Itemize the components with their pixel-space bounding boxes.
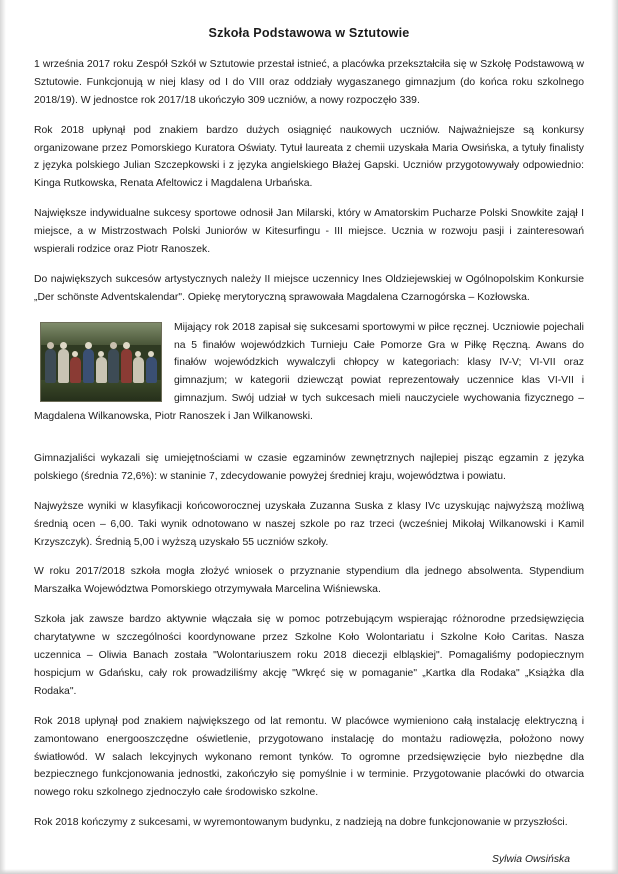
paragraph: W roku 2017/2018 szkoła mogła złożyć wniosek o przyznanie stypendium dla jednego absolwenta. Stypendium Marszałka Województwa Pomorskiego otrzymywała Marcelina Wiśniewska. (34, 566, 584, 596)
photo-student (146, 357, 157, 383)
paragraph: Rok 2018 kończymy z sukcesami, w wyremontowanym budynku, z nadzieją na dobre funkcjonowanie w przyszłości. (34, 817, 568, 829)
photo-student (133, 357, 144, 383)
photo-student (96, 357, 107, 383)
photo-student (121, 349, 132, 383)
paragraph: Do największych sukcesów artystycznych należy II miejsce uczennicy Ines Oldziejewskiej w Ogólnopolskim Konkursie „Der schönste Adventskalendar". Opiekę merytoryczną sprawowała Magdalena Czarnogórska – Kozłowska. (34, 273, 584, 303)
paragraph: Gimnazjaliści wykazali się umiejętnościami w czasie egzaminów zewnętrznych najlepiej pisząc egzamin z języka polskiego (średnia 72,6%): w staninie 7, zdecydowanie powyżej średniej kraju, województwa i powiatu. (34, 453, 584, 482)
photo-sky (41, 323, 161, 345)
photo-paragraph-block (34, 319, 584, 438)
photo-student (108, 349, 119, 383)
paragraph: Rok 2018 upłynął pod znakiem bardzo dużych osiągnięć naukowych uczniów. Najważniejsze są konkursy organizowane przez Pomorskiego Kuratora Oświaty. Tytuł laureata z chemii uzyskała Maria Owsińska, a tytuły finalisty z języka polskiego Julian Szczepkowski i z języka angielskiego Błażej Gapski. Uczniów przygotowywały odpowiednio: Kinga Rutkowska, Renata Afeltowicz i Magdalena Urbańska. (34, 124, 584, 190)
paragraph: Najwyższe wyniki w klasyfikacji końcoworocznej uzyskała Zuzanna Suska z klasy IVc uzyskując najwyższą możliwą średnią ocen – 6,00. Taki wynik odnotowano w naszej szkole po raz trzeci (wcześniej Mikołaj Wilkanowski i Kamil Krzyszczyk). Średnią 5,00 i wyższą uzyskało 55 uczniów szkoły. (34, 500, 584, 548)
paragraph: Największe indywidualne sukcesy sportowe odnosił Jan Milarski, który w Amatorskim Pucharze Polski Snowkite zajął I miejsce, a w Mistrzostwach Polski Juniorów w Kitesurfingu - III miejsce. Ucznia w rozwoju pasji i zainteresowań wspierali rodzice oraz Piotr Ranoszek. (34, 208, 584, 256)
signature: Sylwia Owsińska (492, 854, 570, 866)
page-title: Szkoła Podstawowa w Sztutowie (208, 26, 410, 40)
photo-ground (41, 380, 161, 400)
paragraph: Rok 2018 upłynął pod znakiem największego od lat remontu. W placówce wymieniono całą instalację elektryczną i zamontowano energooszczędne oświetlenie, przygotowano instalację do montażu radiowęzła, położono nowy światłowód. W salach lekcyjnych wykonano remont tynków. To ogromne przedsięwzięcie było niezbędne dla bezpiecznego funkcjonowania jednostki, zakończyło się pomyślnie i w terminie. Przygotowanie placówki do otwarcia nowego roku szkolnego zjednoczyło całe środowisko szkolne. (34, 715, 584, 799)
handball-team-photo (40, 322, 162, 402)
photo-student (58, 349, 69, 383)
photo-student (70, 357, 81, 383)
paragraph: 1 września 2017 roku Zespół Szkół w Sztutowie przestał istnieć, a placówka przekształciła się w Szkołę Podstawową w Sztutowie. Funkcjonują w niej klasy od I do VIII oraz oddziały wygaszanego gimnazjum (do końca roku szkolnego 2018/19). W jednostce rok 2017/18 ukończyło 309 uczniów, a nowy rozpoczęło 339. (34, 59, 584, 106)
photo-students (45, 343, 157, 383)
paragraph: Szkoła jak zawsze bardzo aktywnie włączała się w pomoc potrzebującym wspierając różnorodne przedsięwzięcia charytatywne w szczególności koordynowane przez Szkolne Koło Wolontariatu i Szkolne Koło Caritas. Nasza uczennica – Oliwia Banach została "Wolontariuszem roku 2018 diecezji elbląskiej". Pomagaliśmy podopiecznym hospicjum w Gdańsku, cały rok prowadziliśmy akcję "Wkręć się w pomaganie" „Kartka dla Rodaka" „Książka dla Rodaka". (34, 614, 584, 697)
page-edge-shadow (0, 869, 618, 874)
photo-student (83, 349, 94, 383)
photo-student (45, 349, 56, 383)
paragraph: Mijający rok 2018 zapisał się sukcesami sportowymi w piłce ręcznej. Uczniowie pojechali na 5 finałów wojewódzkich Turnieju Całe Pomorze Gra w Piłkę Ręczną. Awans do finałów wojewódzkich wywalczyli chłopcy w kategoriach: klasy IV-V; VI-VII oraz gimnazjum; w kategorii dziewcząt powiat reprezentowały uczennice klas VI-VII i gimnazjum. Swój udział w tych sukcesach mieli nauczyciele wychowania fizycznego – Magdalena Wilkanowska, Piotr Ranoszek i Jan Wilkanowski. (34, 321, 584, 423)
